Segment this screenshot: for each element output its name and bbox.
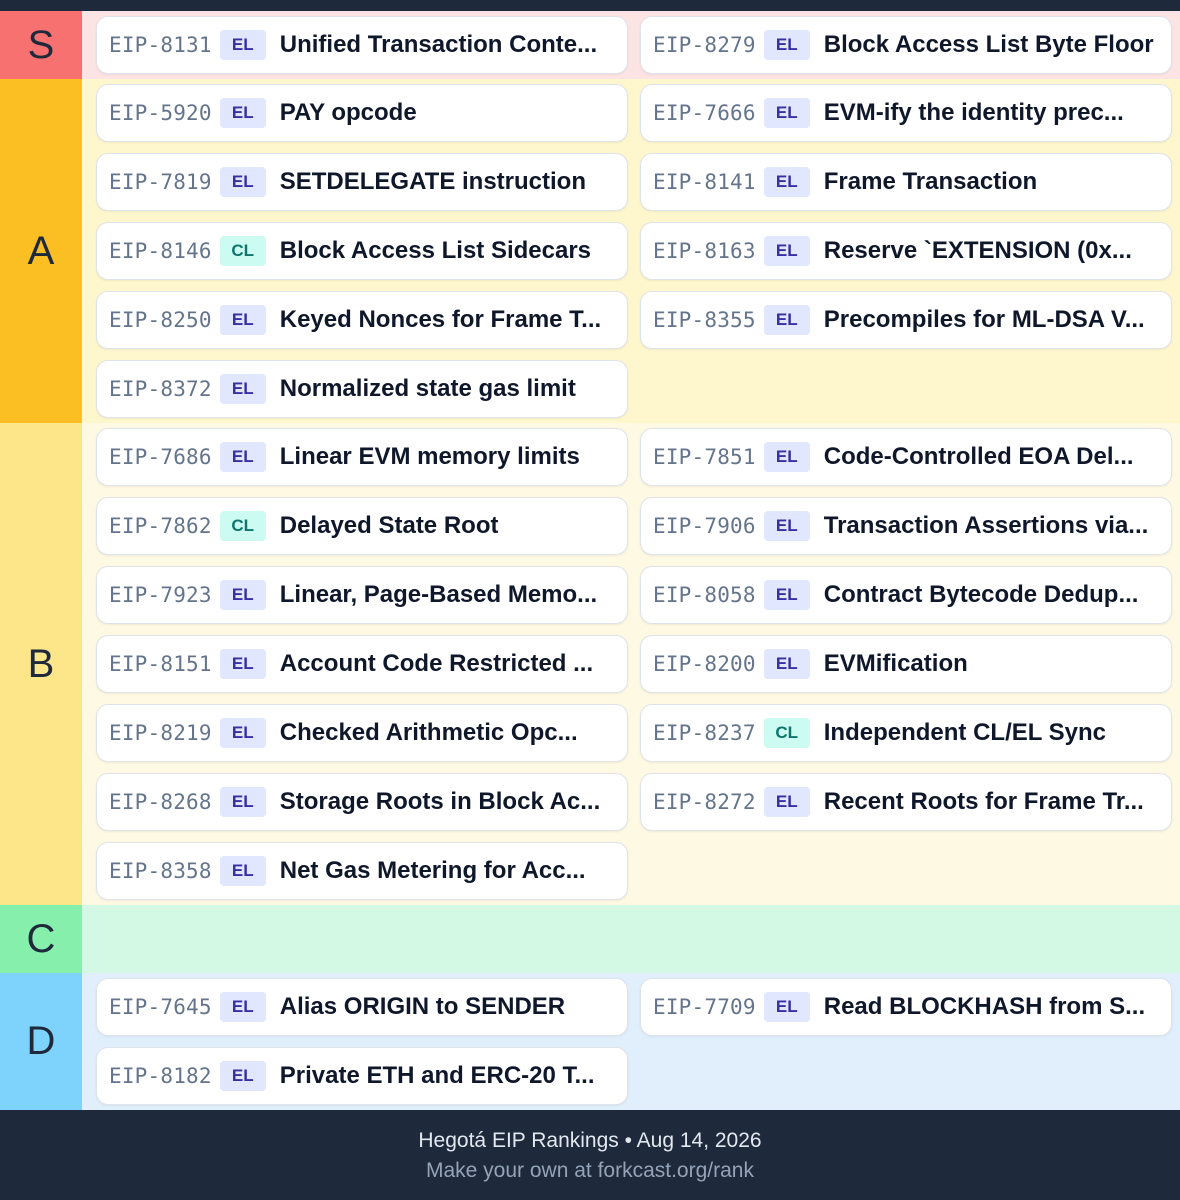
eip-title: Recent Roots for Frame Tr... <box>823 788 1144 815</box>
tier-row-c <box>0 905 1180 973</box>
eip-number: EIP-7666 <box>653 101 756 125</box>
eip-title: Linear, Page-Based Memo... <box>279 581 598 608</box>
eip-card[interactable] <box>640 428 1172 486</box>
footer-link[interactable]: Make your own at forkcast.org/rank <box>426 1159 754 1182</box>
eip-number: EIP-8182 <box>109 1064 212 1088</box>
eip-number: EIP-8272 <box>653 790 756 814</box>
layer-badge: EL <box>220 442 266 472</box>
layer-badge: CL <box>220 511 266 541</box>
tier-row-d <box>0 973 1180 1110</box>
layer-badge: EL <box>220 992 266 1022</box>
eip-card[interactable] <box>96 773 628 831</box>
eip-number: EIP-8279 <box>653 33 756 57</box>
eip-number: EIP-8141 <box>653 170 756 194</box>
layer-badge: EL <box>764 442 810 472</box>
eip-number: EIP-8250 <box>109 308 212 332</box>
tier-dropzone[interactable] <box>82 423 1180 905</box>
eip-title: Contract Bytecode Dedup... <box>823 581 1139 608</box>
eip-title: Alias ORIGIN to SENDER <box>279 993 566 1020</box>
eip-card[interactable] <box>96 428 628 486</box>
tier-dropzone[interactable] <box>82 973 1180 1110</box>
tier-board <box>0 10 1180 1110</box>
eip-title: Keyed Nonces for Frame T... <box>279 306 602 333</box>
layer-badge: EL <box>220 580 266 610</box>
layer-badge: EL <box>764 580 810 610</box>
layer-badge: EL <box>764 992 810 1022</box>
layer-badge: EL <box>220 305 266 335</box>
eip-card[interactable] <box>640 566 1172 624</box>
eip-card[interactable] <box>640 978 1172 1036</box>
eip-title: Code-Controlled EOA Del... <box>823 443 1134 470</box>
tier-dropzone[interactable] <box>82 79 1180 423</box>
eip-title: EVMification <box>823 650 968 677</box>
eip-number: EIP-7686 <box>109 445 212 469</box>
eip-title: Independent CL/EL Sync <box>823 719 1107 746</box>
eip-number: EIP-7851 <box>653 445 756 469</box>
eip-number: EIP-7906 <box>653 514 756 538</box>
footer <box>0 1112 1180 1200</box>
eip-number: EIP-8151 <box>109 652 212 676</box>
eip-number: EIP-8131 <box>109 33 212 57</box>
eip-title: Delayed State Root <box>279 512 499 539</box>
eip-title: Transaction Assertions via... <box>823 512 1149 539</box>
layer-badge: EL <box>220 1061 266 1091</box>
eip-number: EIP-7645 <box>109 995 212 1019</box>
eip-card[interactable] <box>96 1047 628 1105</box>
eip-card[interactable] <box>640 16 1172 74</box>
eip-title: PAY opcode <box>279 99 417 126</box>
eip-card[interactable] <box>96 360 628 418</box>
tier-row-a <box>0 79 1180 423</box>
layer-badge: EL <box>220 718 266 748</box>
eip-title: SETDELEGATE instruction <box>279 168 586 195</box>
eip-card[interactable] <box>96 704 628 762</box>
eip-title: Frame Transaction <box>823 168 1038 195</box>
eip-card[interactable] <box>96 978 628 1036</box>
eip-number: EIP-7819 <box>109 170 212 194</box>
layer-badge: EL <box>220 787 266 817</box>
layer-badge: EL <box>764 98 810 128</box>
eip-number: EIP-8355 <box>653 308 756 332</box>
layer-badge: CL <box>220 236 266 266</box>
tier-row-b <box>0 423 1180 905</box>
eip-number: EIP-8372 <box>109 377 212 401</box>
eip-card[interactable] <box>96 497 628 555</box>
eip-number: EIP-7709 <box>653 995 756 1019</box>
eip-card[interactable] <box>96 842 628 900</box>
eip-title: Block Access List Byte Floor <box>823 31 1154 58</box>
eip-number: EIP-5920 <box>109 101 212 125</box>
tier-dropzone[interactable] <box>82 11 1180 79</box>
eip-title: Read BLOCKHASH from S... <box>823 993 1146 1020</box>
layer-badge: EL <box>220 649 266 679</box>
layer-badge: EL <box>220 98 266 128</box>
layer-badge: EL <box>220 374 266 404</box>
eip-title: Storage Roots in Block Ac... <box>279 788 601 815</box>
footer-title: Hegotá EIP Rankings • Aug 14, 2026 <box>418 1129 762 1152</box>
eip-title: Account Code Restricted ... <box>279 650 594 677</box>
eip-title: Precompiles for ML-DSA V... <box>823 306 1145 333</box>
eip-card[interactable] <box>640 773 1172 831</box>
layer-badge: EL <box>220 30 266 60</box>
eip-number: EIP-8219 <box>109 721 212 745</box>
eip-title: Net Gas Metering for Acc... <box>279 857 586 884</box>
layer-badge: EL <box>764 167 810 197</box>
eip-title: Linear EVM memory limits <box>279 443 580 470</box>
eip-card[interactable] <box>96 291 628 349</box>
eip-card[interactable] <box>96 222 628 280</box>
eip-number: EIP-8268 <box>109 790 212 814</box>
eip-number: EIP-8200 <box>653 652 756 676</box>
eip-title: Normalized state gas limit <box>279 375 576 402</box>
eip-card[interactable] <box>640 153 1172 211</box>
eip-card[interactable] <box>96 84 628 142</box>
tier-label: B <box>0 423 82 905</box>
eip-title: Checked Arithmetic Opc... <box>279 719 578 746</box>
layer-badge: EL <box>220 167 266 197</box>
eip-card[interactable] <box>640 222 1172 280</box>
layer-badge: EL <box>220 856 266 886</box>
layer-badge: EL <box>764 511 810 541</box>
tier-label: C <box>0 905 82 973</box>
eip-title: EVM-ify the identity prec... <box>823 99 1124 126</box>
eip-card[interactable] <box>640 84 1172 142</box>
layer-badge: EL <box>764 305 810 335</box>
eip-number: EIP-7862 <box>109 514 212 538</box>
eip-card[interactable] <box>96 16 628 74</box>
eip-number: EIP-8058 <box>653 583 756 607</box>
layer-badge: CL <box>764 718 810 748</box>
eip-card[interactable] <box>96 566 628 624</box>
eip-card[interactable] <box>640 291 1172 349</box>
tier-label: S <box>0 11 82 79</box>
eip-title: Unified Transaction Conte... <box>279 31 598 58</box>
tier-row-s <box>0 11 1180 79</box>
eip-number: EIP-8237 <box>653 721 756 745</box>
eip-number: EIP-7923 <box>109 583 212 607</box>
eip-title: Reserve `EXTENSION (0x... <box>823 237 1132 264</box>
layer-badge: EL <box>764 649 810 679</box>
eip-card[interactable] <box>640 704 1172 762</box>
eip-number: EIP-8163 <box>653 239 756 263</box>
layer-badge: EL <box>764 30 810 60</box>
eip-number: EIP-8146 <box>109 239 212 263</box>
tier-label: D <box>0 973 82 1110</box>
eip-card[interactable] <box>640 635 1172 693</box>
tier-dropzone[interactable] <box>82 905 1180 973</box>
tier-label: A <box>0 79 82 423</box>
eip-card[interactable] <box>640 497 1172 555</box>
layer-badge: EL <box>764 787 810 817</box>
layer-badge: EL <box>764 236 810 266</box>
eip-card[interactable] <box>96 153 628 211</box>
eip-card[interactable] <box>96 635 628 693</box>
eip-number: EIP-8358 <box>109 859 212 883</box>
eip-title: Private ETH and ERC-20 T... <box>279 1062 595 1089</box>
eip-title: Block Access List Sidecars <box>279 237 592 264</box>
